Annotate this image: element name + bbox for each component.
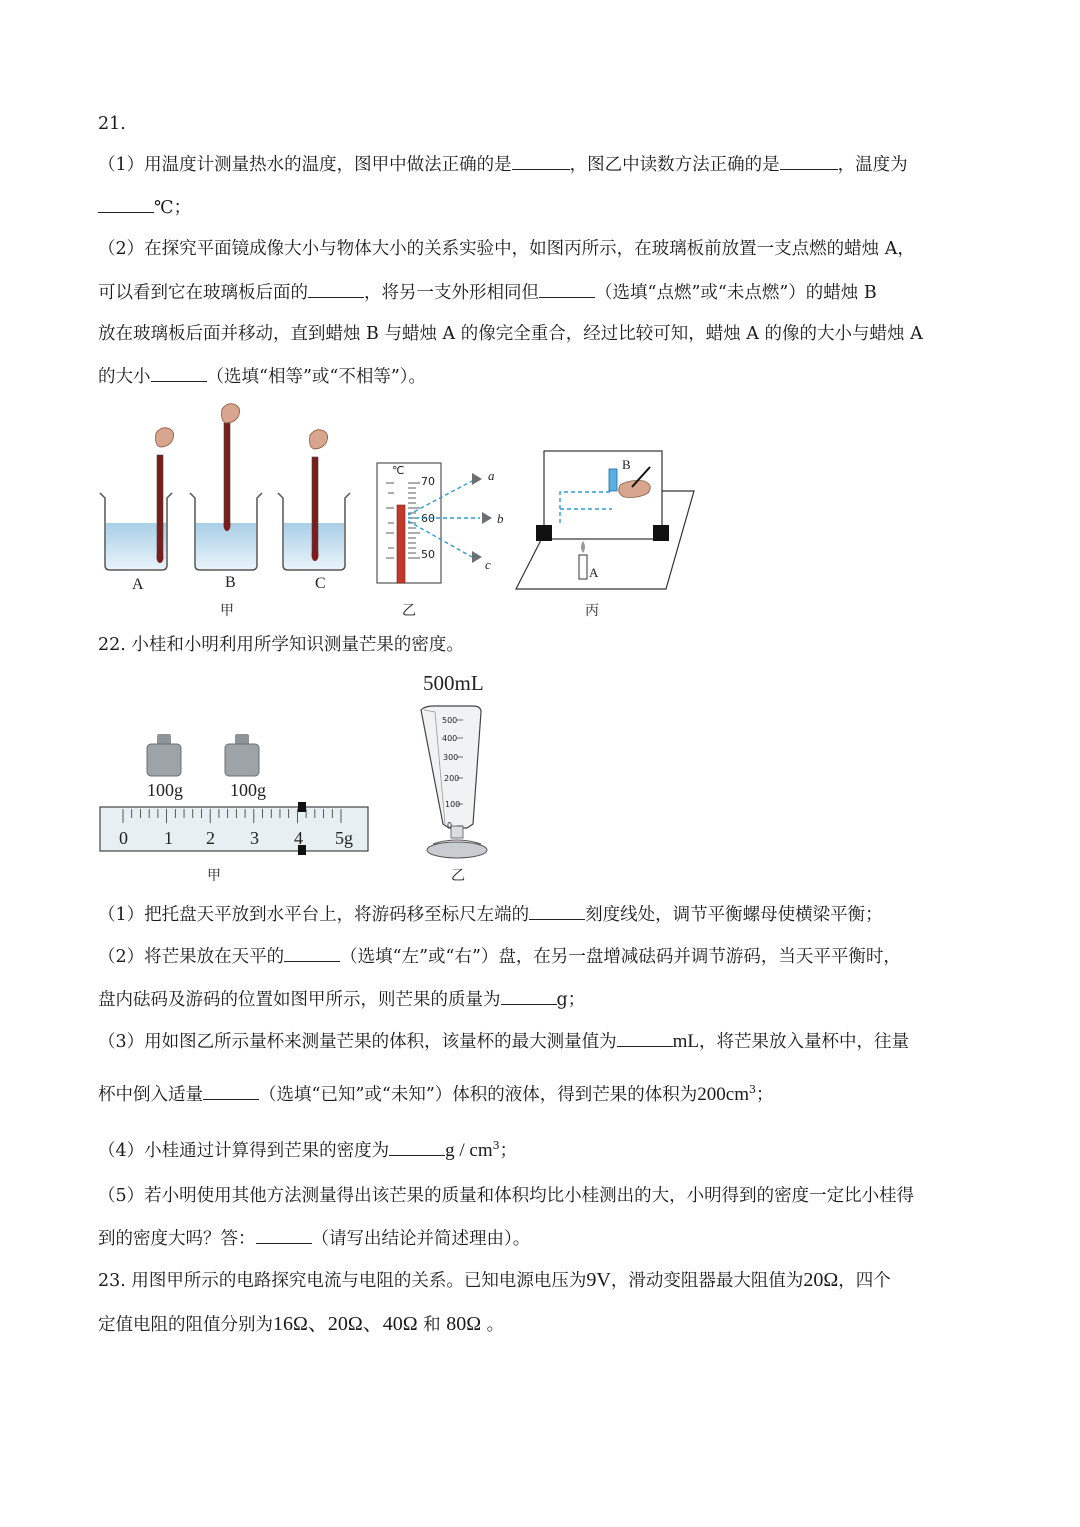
scale-number: 0 [119,828,128,848]
q21-number: 21. [98,114,126,134]
q21-figure [90,395,710,627]
q23-text-h: 。 [481,1315,505,1335]
thermo-tick: 50 [421,548,435,561]
answer-blank[interactable] [512,152,570,170]
q23-resistors: 16Ω、20Ω、40Ω [273,1313,418,1335]
beaker-label: A [132,576,144,593]
q21-part2-line3: 放在玻璃板后面并移动，直到蜡烛 B 与蜡烛 A 的像完全重合，经过比较可知，蜡烛 A 的像的大小与蜡烛 A [98,324,923,344]
q22-p4-unit: g / cm [445,1139,493,1161]
q22-p3-text-e: （选填“已知”或“未知”）体积的液体，得到芒果的体积为 [259,1084,698,1105]
hand-icon [222,404,240,423]
q22-part2-line2 [98,987,585,1012]
scale-number: 2 [206,828,215,848]
eye-icon [472,473,482,485]
q22-p3-text-a: （3）用如图乙所示量杯来测量芒果的体积，该量杯的最大测量值为 [98,1032,617,1052]
q21-part2-line4 [98,364,426,389]
candle-b-label: B [622,457,631,472]
q22-p4-text-a: （4）小桂通过计算得到芒果的密度为 [98,1140,390,1161]
q21-p2-text-f: 的大小 [98,367,151,387]
q22-p2-text-b: （选填“左”或“右”）盘，在另一盘增减砝码并调节游码，当天平平衡时， [340,947,901,967]
candle-b [609,469,617,491]
plane-mirror-setup [516,451,694,589]
thermo-tick: 60 [421,512,435,525]
scale-number: 3 [250,828,259,848]
q22-part1 [98,902,883,927]
thermometer-icon [224,423,230,525]
balance-scale [100,802,368,855]
q22-p2-text-a: （2）将芒果放在天平的 [98,947,285,967]
answer-blank[interactable] [539,280,595,298]
q23-line1 [98,1268,891,1293]
q22-part3-line1 [98,1029,909,1054]
q21-part1-line2 [98,195,191,220]
answer-blank[interactable] [284,944,340,962]
q22-p2-text-d: g； [556,990,586,1010]
q22-p3-text-d: 杯中倒入适量 [98,1084,203,1105]
beaker-b [190,404,262,570]
answer-blank[interactable] [203,1082,259,1100]
answer-blank[interactable] [389,1138,445,1156]
answer-blank[interactable] [151,364,207,382]
scale-number: 5g [335,828,353,848]
answer-blank[interactable] [529,902,585,920]
q22-p3-unit: mL [672,1031,700,1052]
q22-p3-text-c: ，将芒果放入量杯中，往量 [699,1032,910,1052]
weight-label: 100g [147,780,183,800]
q22-p2-text-c: 盘内砝码及游码的位置如图甲所示，则芒果的质量为 [98,990,501,1010]
cup-tick: 0 [447,821,453,830]
caption-yi: 乙 [402,603,416,619]
eye-icon [472,551,482,563]
q22-p5-text-c: （请写出结论并简述理由）。 [311,1229,531,1249]
beaker-label: C [315,575,326,592]
beaker-a [100,428,174,570]
q22-part2-line1 [98,944,901,969]
q21-p2-text-c: ，将另一支外形相同但 [364,283,539,303]
hand-icon [310,430,328,449]
cup-tick: 200 [444,774,460,783]
q22-part5-line2 [98,1226,530,1251]
answer-blank[interactable] [308,280,364,298]
q22-part5-line1: （5）若小明使用其他方法测量得出该芒果的质量和体积均比小桂测出的大，小明得到的密度一定比小桂得 [98,1186,915,1206]
thermometer-unit: ℃ [392,464,405,477]
q21-p2-text-d: （选填“点燃”或“未点燃”）的蜡烛 B [595,283,877,303]
answer-blank[interactable] [256,1226,312,1244]
q21-p2-text-g: （选填“相等”或“不相等”）。 [206,367,427,387]
q23-text-a: 23. 用图甲所示的电路探究电流与电阻的关系。已知电源电压为 [98,1271,587,1291]
q23-resistor-last: 80Ω [446,1313,482,1335]
thermometer-icon [157,455,163,555]
q21-p1-text-d: ℃； [154,198,192,218]
cup-tick: 500 [442,716,458,725]
q23-max-resistance: 20Ω [803,1269,839,1291]
q22-p3-volume: 200cm [697,1083,750,1105]
q22-figure [95,668,515,890]
q21-p1-text-b: ，图乙中读数方法正确的是 [569,155,780,175]
q23-text-e: ，四个 [838,1271,891,1291]
caption-yi: 乙 [451,868,465,884]
caption-jia: 甲 [220,603,234,619]
thermometer-icon [312,457,318,553]
q23-text-c: ，滑动变阻器最大阻值为 [610,1271,804,1291]
q21-part2-line1: （2）在探究平面镜成像大小与物体大小的关系实验中，如图丙所示，在玻璃板前放置一支点燃的蜡烛 A， [98,239,915,259]
q22-part4 [98,1134,517,1163]
q22-p5-text-b: 到的密度大吗？答： [98,1229,256,1249]
q22-intro: 22. 小桂和小明利用所学知识测量芒果的密度。 [98,635,464,655]
q21-p2-text-b: 可以看到它在玻璃板后面的 [98,283,308,303]
thermometer-reading [377,463,504,583]
caption-bing: 丙 [585,603,599,619]
scale-number: 4 [294,828,303,848]
q22-p4-text-d: ； [499,1140,518,1161]
q23-text-g: 和 [417,1315,447,1335]
beaker-label: B [225,574,236,591]
cup-capacity-label: 500mL [423,671,484,695]
answer-blank[interactable] [780,152,838,170]
q23-voltage: 9V [586,1269,611,1291]
q22-p1-text-b: 刻度线处，调节平衡螺母使横梁平衡； [585,905,883,925]
rider-icon [298,802,306,812]
caption-jia: 甲 [207,868,221,884]
q21-part1-line1 [98,152,908,177]
q23-line2 [98,1312,504,1337]
hand-icon [156,428,174,447]
eye-label: b [497,511,504,526]
candle-a [579,555,587,579]
q21-p1-text-c: ，温度为 [837,155,908,175]
beaker-c [278,430,350,570]
eye-label: a [488,468,495,483]
q21-part2-line2 [98,280,877,305]
scale-number: 1 [164,828,173,848]
q22-p3-exponent: 3 [749,1083,757,1096]
candle-a-label: A [589,565,599,580]
eye-icon [482,512,492,524]
cup-tick: 400 [442,734,458,743]
q22-part3-line2 [98,1078,774,1107]
weight-label: 100g [230,780,266,800]
q21-p1-text-a: （1）用温度计测量热水的温度，图甲中做法正确的是 [98,155,512,175]
thermo-tick: 70 [421,475,435,488]
eye-label: c [485,557,491,572]
q22-p1-text-a: （1）把托盘天平放到水平台上，将游码移至标尺左端的 [98,905,530,925]
q23-text-f: 定值电阻的阻值分别为 [98,1315,273,1335]
answer-blank[interactable] [501,987,557,1005]
cup-tick: 300 [443,753,459,762]
cup-tick: 100 [445,800,461,809]
q22-p4-exponent: 3 [492,1139,500,1152]
answer-blank[interactable] [617,1029,673,1047]
answer-blank[interactable] [98,195,154,213]
q22-p3-text-h: ； [756,1084,774,1105]
weight-100g [147,734,181,776]
measuring-cup [421,671,487,858]
weight-100g [225,734,259,776]
